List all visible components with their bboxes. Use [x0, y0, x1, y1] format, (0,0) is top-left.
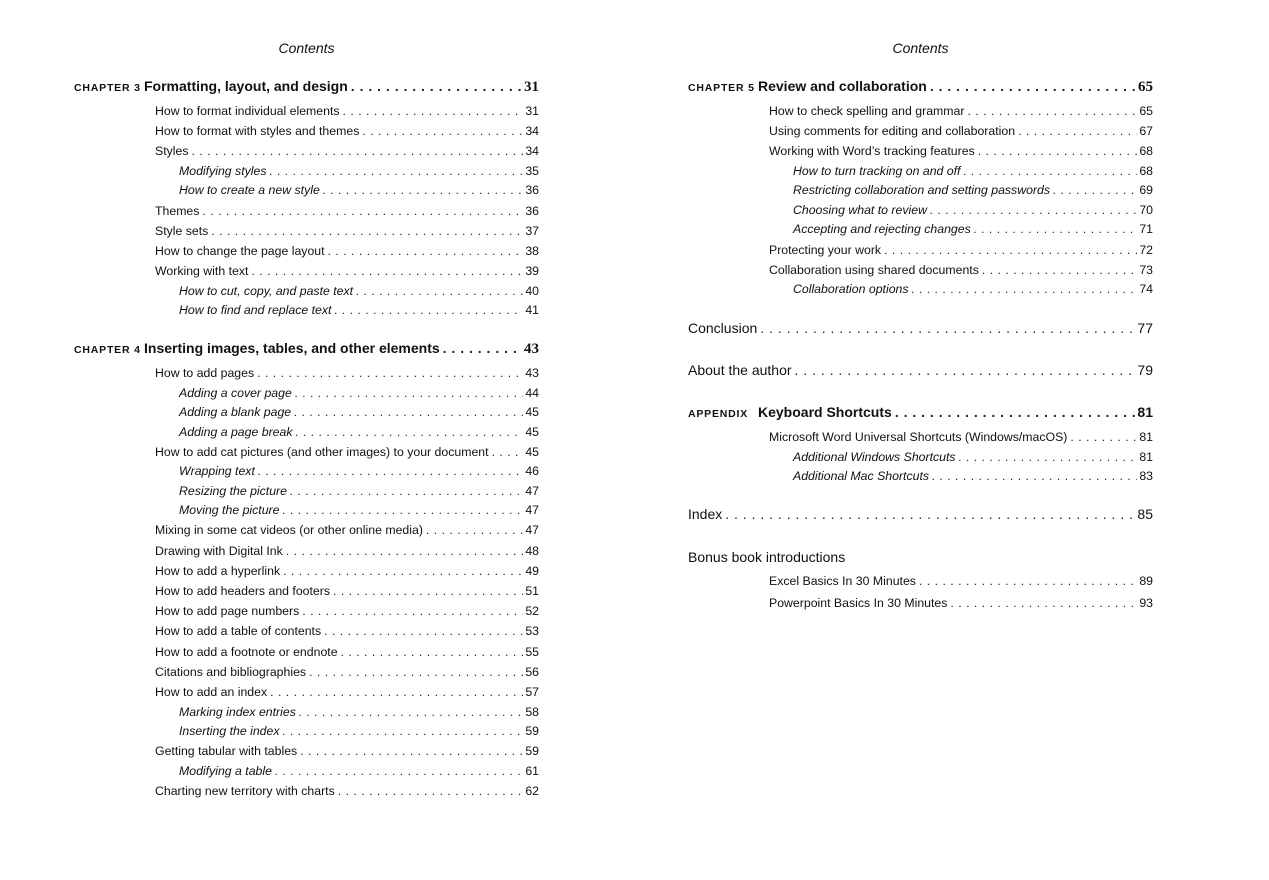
toc-subentry[interactable] [179, 183, 539, 197]
entry-title: Inserting the index [179, 724, 280, 738]
toc-entry[interactable] [155, 784, 539, 798]
dot-leader [950, 596, 1137, 610]
dot-leader [282, 503, 523, 517]
toc-subentry[interactable] [179, 164, 539, 178]
toc-chapter-5[interactable] [688, 78, 1153, 96]
dot-leader [302, 604, 523, 618]
page-number: 47 [525, 503, 539, 517]
dot-leader [967, 104, 1137, 118]
dot-leader [930, 78, 1136, 94]
toc-entry[interactable] [155, 604, 539, 618]
toc-subentry[interactable] [793, 282, 1153, 296]
toc-entry[interactable] [769, 243, 1153, 257]
dot-leader [333, 584, 523, 598]
page-number: 45 [525, 405, 539, 419]
page-number: 61 [525, 764, 539, 778]
entry-title: Restricting collaboration and setting passwords [793, 183, 1051, 197]
entry-title: Getting tabular with tables [155, 744, 298, 758]
dot-leader [296, 425, 524, 439]
entry-title: Using comments for editing and collaboration [769, 124, 1016, 138]
entry-title: How to find and replace text [179, 303, 332, 317]
page-number: 55 [525, 645, 539, 659]
dot-leader [963, 164, 1137, 178]
page-number: 58 [525, 705, 539, 719]
toc-entry[interactable] [769, 596, 1153, 610]
toc-subentry[interactable] [793, 164, 1153, 178]
toc-subentry[interactable] [179, 284, 539, 298]
toc-page-right [688, 0, 1153, 880]
chapter-title: Inserting images, tables, and other elements [144, 340, 440, 356]
dot-leader [334, 303, 523, 317]
toc-subentry[interactable] [179, 405, 539, 419]
page-number: 81 [1137, 404, 1153, 420]
toc-entry[interactable] [769, 574, 1153, 588]
toc-entry[interactable] [155, 744, 539, 758]
toc-conclusion[interactable] [688, 320, 1153, 336]
entry-title: How to add page numbers [155, 604, 300, 618]
entry-title: Additional Mac Shortcuts [793, 469, 930, 483]
toc-entry[interactable] [769, 104, 1153, 118]
dot-leader [919, 574, 1137, 588]
entry-title: How to change the page layout [155, 244, 325, 258]
dot-leader [324, 624, 523, 638]
toc-entry[interactable] [155, 584, 539, 598]
page-number: 67 [1139, 124, 1153, 138]
dot-leader [356, 284, 523, 298]
page-number: 40 [525, 284, 539, 298]
dot-leader [351, 78, 522, 94]
toc-subentry[interactable] [179, 503, 539, 517]
page-number: 45 [525, 445, 539, 459]
toc-entry[interactable] [155, 204, 539, 218]
chapter-title: Review and collaboration [758, 78, 927, 94]
toc-entry[interactable] [155, 665, 539, 679]
page-number: 89 [1139, 574, 1153, 588]
running-head: Contents [892, 40, 949, 56]
toc-bonus-heading [688, 549, 1153, 565]
page-number: 59 [525, 724, 539, 738]
dot-leader [192, 144, 524, 158]
entry-title: Modifying a table [179, 764, 272, 778]
dot-leader [974, 222, 1138, 236]
chapter-label: CHAPTER 4 [74, 344, 141, 356]
dot-leader [270, 685, 523, 699]
dot-leader [492, 445, 524, 459]
entry-title: How to add pages [155, 366, 255, 380]
toc-subentry[interactable] [179, 386, 539, 400]
dot-leader [343, 104, 524, 118]
page-number: 65 [1138, 79, 1153, 95]
page-number: 34 [525, 124, 539, 138]
entry-title: How to add an index [155, 685, 268, 699]
entry-title: Resizing the picture [179, 484, 287, 498]
toc-about-author[interactable] [688, 362, 1153, 378]
toc-chapter-3[interactable] [74, 78, 539, 96]
dot-leader [362, 124, 523, 138]
toc-index[interactable] [688, 506, 1153, 522]
entry-title: Collaboration options [793, 282, 909, 296]
dot-leader [323, 183, 524, 197]
entry-title: Citations and bibliographies [155, 665, 307, 679]
dot-leader [895, 404, 1136, 420]
toc-subentry[interactable] [179, 764, 539, 778]
page-number: 57 [525, 685, 539, 699]
toc-subentry[interactable] [793, 222, 1153, 236]
page-number: 52 [525, 604, 539, 618]
dot-leader [725, 506, 1135, 522]
dot-leader [932, 469, 1137, 483]
dot-leader [258, 464, 523, 478]
entry-title: How to cut, copy, and paste text [179, 284, 354, 298]
entry-title: Adding a blank page [179, 405, 292, 419]
page-number: 36 [525, 183, 539, 197]
entry-title: Conclusion [688, 320, 758, 336]
dot-leader [341, 645, 524, 659]
page-number: 31 [525, 104, 539, 118]
dot-leader [283, 724, 524, 738]
toc-entry[interactable] [155, 645, 539, 659]
toc-entry[interactable] [155, 624, 539, 638]
dot-leader [338, 784, 524, 798]
page-number: 51 [525, 584, 539, 598]
toc-chapter-4[interactable] [74, 340, 539, 358]
entry-title: Collaboration using shared documents [769, 263, 979, 277]
page-number: 43 [525, 366, 539, 380]
toc-subentry[interactable] [793, 203, 1153, 217]
entry-title: About the author [688, 362, 792, 378]
entry-title: How to add a table of contents [155, 624, 322, 638]
dot-leader [283, 564, 523, 578]
entry-title: Accepting and rejecting changes [793, 222, 971, 236]
page-number: 53 [525, 624, 539, 638]
page-number: 35 [525, 164, 539, 178]
page-number: 43 [524, 341, 539, 357]
dot-leader [426, 523, 523, 537]
entry-title: Bonus book introductions [688, 549, 846, 565]
chapter-title: Formatting, layout, and design [144, 78, 348, 94]
entry-title: Powerpoint Basics In 30 Minutes [769, 596, 948, 610]
page-number: 36 [525, 204, 539, 218]
toc-entry[interactable] [155, 544, 539, 558]
chapter-title: Keyboard Shortcuts [758, 404, 892, 420]
toc-entry[interactable] [155, 104, 539, 118]
dot-leader [211, 224, 523, 238]
page-number: 62 [525, 784, 539, 798]
entry-title: How to add cat pictures (and other images) to your document [155, 445, 489, 459]
dot-leader [300, 744, 523, 758]
page-number: 47 [525, 484, 539, 498]
page-number: 71 [1139, 222, 1153, 236]
toc-entry[interactable] [155, 685, 539, 699]
toc-entry[interactable] [155, 244, 539, 258]
toc-subentry[interactable] [179, 303, 539, 317]
page-number: 81 [1139, 430, 1153, 444]
dot-leader [275, 764, 523, 778]
toc-subentry[interactable] [179, 484, 539, 498]
dot-leader [760, 320, 1135, 336]
entry-title: How to add a footnote or endnote [155, 645, 338, 659]
page-number: 41 [525, 303, 539, 317]
entry-title: How to add headers and footers [155, 584, 331, 598]
entry-title: How to add a hyperlink [155, 564, 281, 578]
dot-leader [290, 484, 523, 498]
dot-leader [257, 366, 523, 380]
dot-leader [930, 203, 1137, 217]
entry-title: Additional Windows Shortcuts [793, 450, 956, 464]
page-number: 39 [525, 264, 539, 278]
toc-entry[interactable] [155, 264, 539, 278]
dot-leader [286, 544, 524, 558]
entry-title: How to create a new style [179, 183, 320, 197]
toc-subentry[interactable] [179, 464, 539, 478]
entry-title: How to format with styles and themes [155, 124, 360, 138]
page-number: 45 [525, 425, 539, 439]
entry-title: Charting new territory with charts [155, 784, 335, 798]
dot-leader [1053, 183, 1137, 197]
chapter-label: CHAPTER 3 [74, 82, 141, 94]
page-number: 81 [1139, 450, 1153, 464]
page-number: 48 [525, 544, 539, 558]
page-number: 44 [525, 386, 539, 400]
page-number: 47 [525, 523, 539, 537]
page-number: 37 [525, 224, 539, 238]
page-number: 83 [1139, 469, 1153, 483]
entry-title: Marking index entries [179, 705, 296, 719]
dot-leader [309, 665, 523, 679]
toc-entry[interactable] [155, 224, 539, 238]
entry-title: How to format individual elements [155, 104, 340, 118]
entry-title: Index [688, 506, 723, 522]
entry-title: Protecting your work [769, 243, 882, 257]
entry-title: Excel Basics In 30 Minutes [769, 574, 916, 588]
entry-title: Modifying styles [179, 164, 267, 178]
entry-title: How to turn tracking on and off [793, 164, 961, 178]
toc-entry[interactable] [769, 124, 1153, 138]
page-number: 49 [525, 564, 539, 578]
page-number: 77 [1137, 320, 1153, 336]
entry-title: Styles [155, 144, 189, 158]
dot-leader [1070, 430, 1137, 444]
toc-subentry[interactable] [793, 183, 1153, 197]
dot-leader [299, 705, 523, 719]
page-number: 72 [1139, 243, 1153, 257]
dot-leader [912, 282, 1138, 296]
dot-leader [328, 244, 524, 258]
dot-leader [251, 264, 523, 278]
toc-appendix[interactable] [688, 404, 1153, 420]
toc-entry[interactable] [155, 445, 539, 459]
entry-title: Wrapping text [179, 464, 255, 478]
page-number: 68 [1139, 164, 1153, 178]
toc-entry[interactable] [155, 564, 539, 578]
toc-entry[interactable] [155, 124, 539, 138]
entry-title: Themes [155, 204, 200, 218]
toc-page-left [74, 0, 539, 880]
entry-title: Style sets [155, 224, 209, 238]
page-number: 59 [525, 744, 539, 758]
entry-title: Working with text [155, 264, 249, 278]
dot-leader [202, 204, 523, 218]
page-number: 74 [1139, 282, 1153, 296]
page-number: 46 [525, 464, 539, 478]
toc-subentry[interactable] [179, 705, 539, 719]
toc-entry[interactable] [769, 430, 1153, 444]
toc-entry[interactable] [155, 523, 539, 537]
page-number: 79 [1137, 362, 1153, 378]
entry-title: Microsoft Word Universal Shortcuts (Windows/macOS) [769, 430, 1068, 444]
dot-leader [982, 263, 1137, 277]
entry-title: Drawing with Digital Ink [155, 544, 283, 558]
page-number: 68 [1139, 144, 1153, 158]
page-number: 34 [525, 144, 539, 158]
toc-subentry[interactable] [179, 724, 539, 738]
entry-title: Choosing what to review [793, 203, 927, 217]
chapter-label: APPENDIX [688, 408, 749, 420]
page-number: 38 [525, 244, 539, 258]
entry-title: Adding a page break [179, 425, 293, 439]
toc-entry[interactable] [155, 144, 539, 158]
dot-leader [884, 243, 1137, 257]
toc-subentry[interactable] [793, 469, 1153, 483]
chapter-label: CHAPTER 5 [688, 82, 755, 94]
toc-entry[interactable] [769, 144, 1153, 158]
dot-leader [294, 405, 523, 419]
toc-subentry[interactable] [179, 425, 539, 439]
page-number: 73 [1139, 263, 1153, 277]
page-number: 65 [1139, 104, 1153, 118]
page-number: 69 [1139, 183, 1153, 197]
page-number: 70 [1139, 203, 1153, 217]
page-number: 85 [1137, 506, 1153, 522]
entry-title: Adding a cover page [179, 386, 292, 400]
page-number: 56 [525, 665, 539, 679]
toc-entry[interactable] [155, 366, 539, 380]
dot-leader [443, 340, 522, 356]
dot-leader [959, 450, 1138, 464]
toc-entry[interactable] [769, 263, 1153, 277]
entry-title: Working with Word’s tracking features [769, 144, 975, 158]
toc-subentry[interactable] [793, 450, 1153, 464]
dot-leader [1018, 124, 1137, 138]
dot-leader [269, 164, 523, 178]
running-head: Contents [278, 40, 335, 56]
entry-title: Moving the picture [179, 503, 280, 517]
entry-title: How to check spelling and grammar [769, 104, 965, 118]
page-number: 93 [1139, 596, 1153, 610]
dot-leader [978, 144, 1138, 158]
page-number: 31 [524, 79, 539, 95]
dot-leader [295, 386, 524, 400]
dot-leader [795, 362, 1136, 378]
entry-title: Mixing in some cat videos (or other online media) [155, 523, 423, 537]
